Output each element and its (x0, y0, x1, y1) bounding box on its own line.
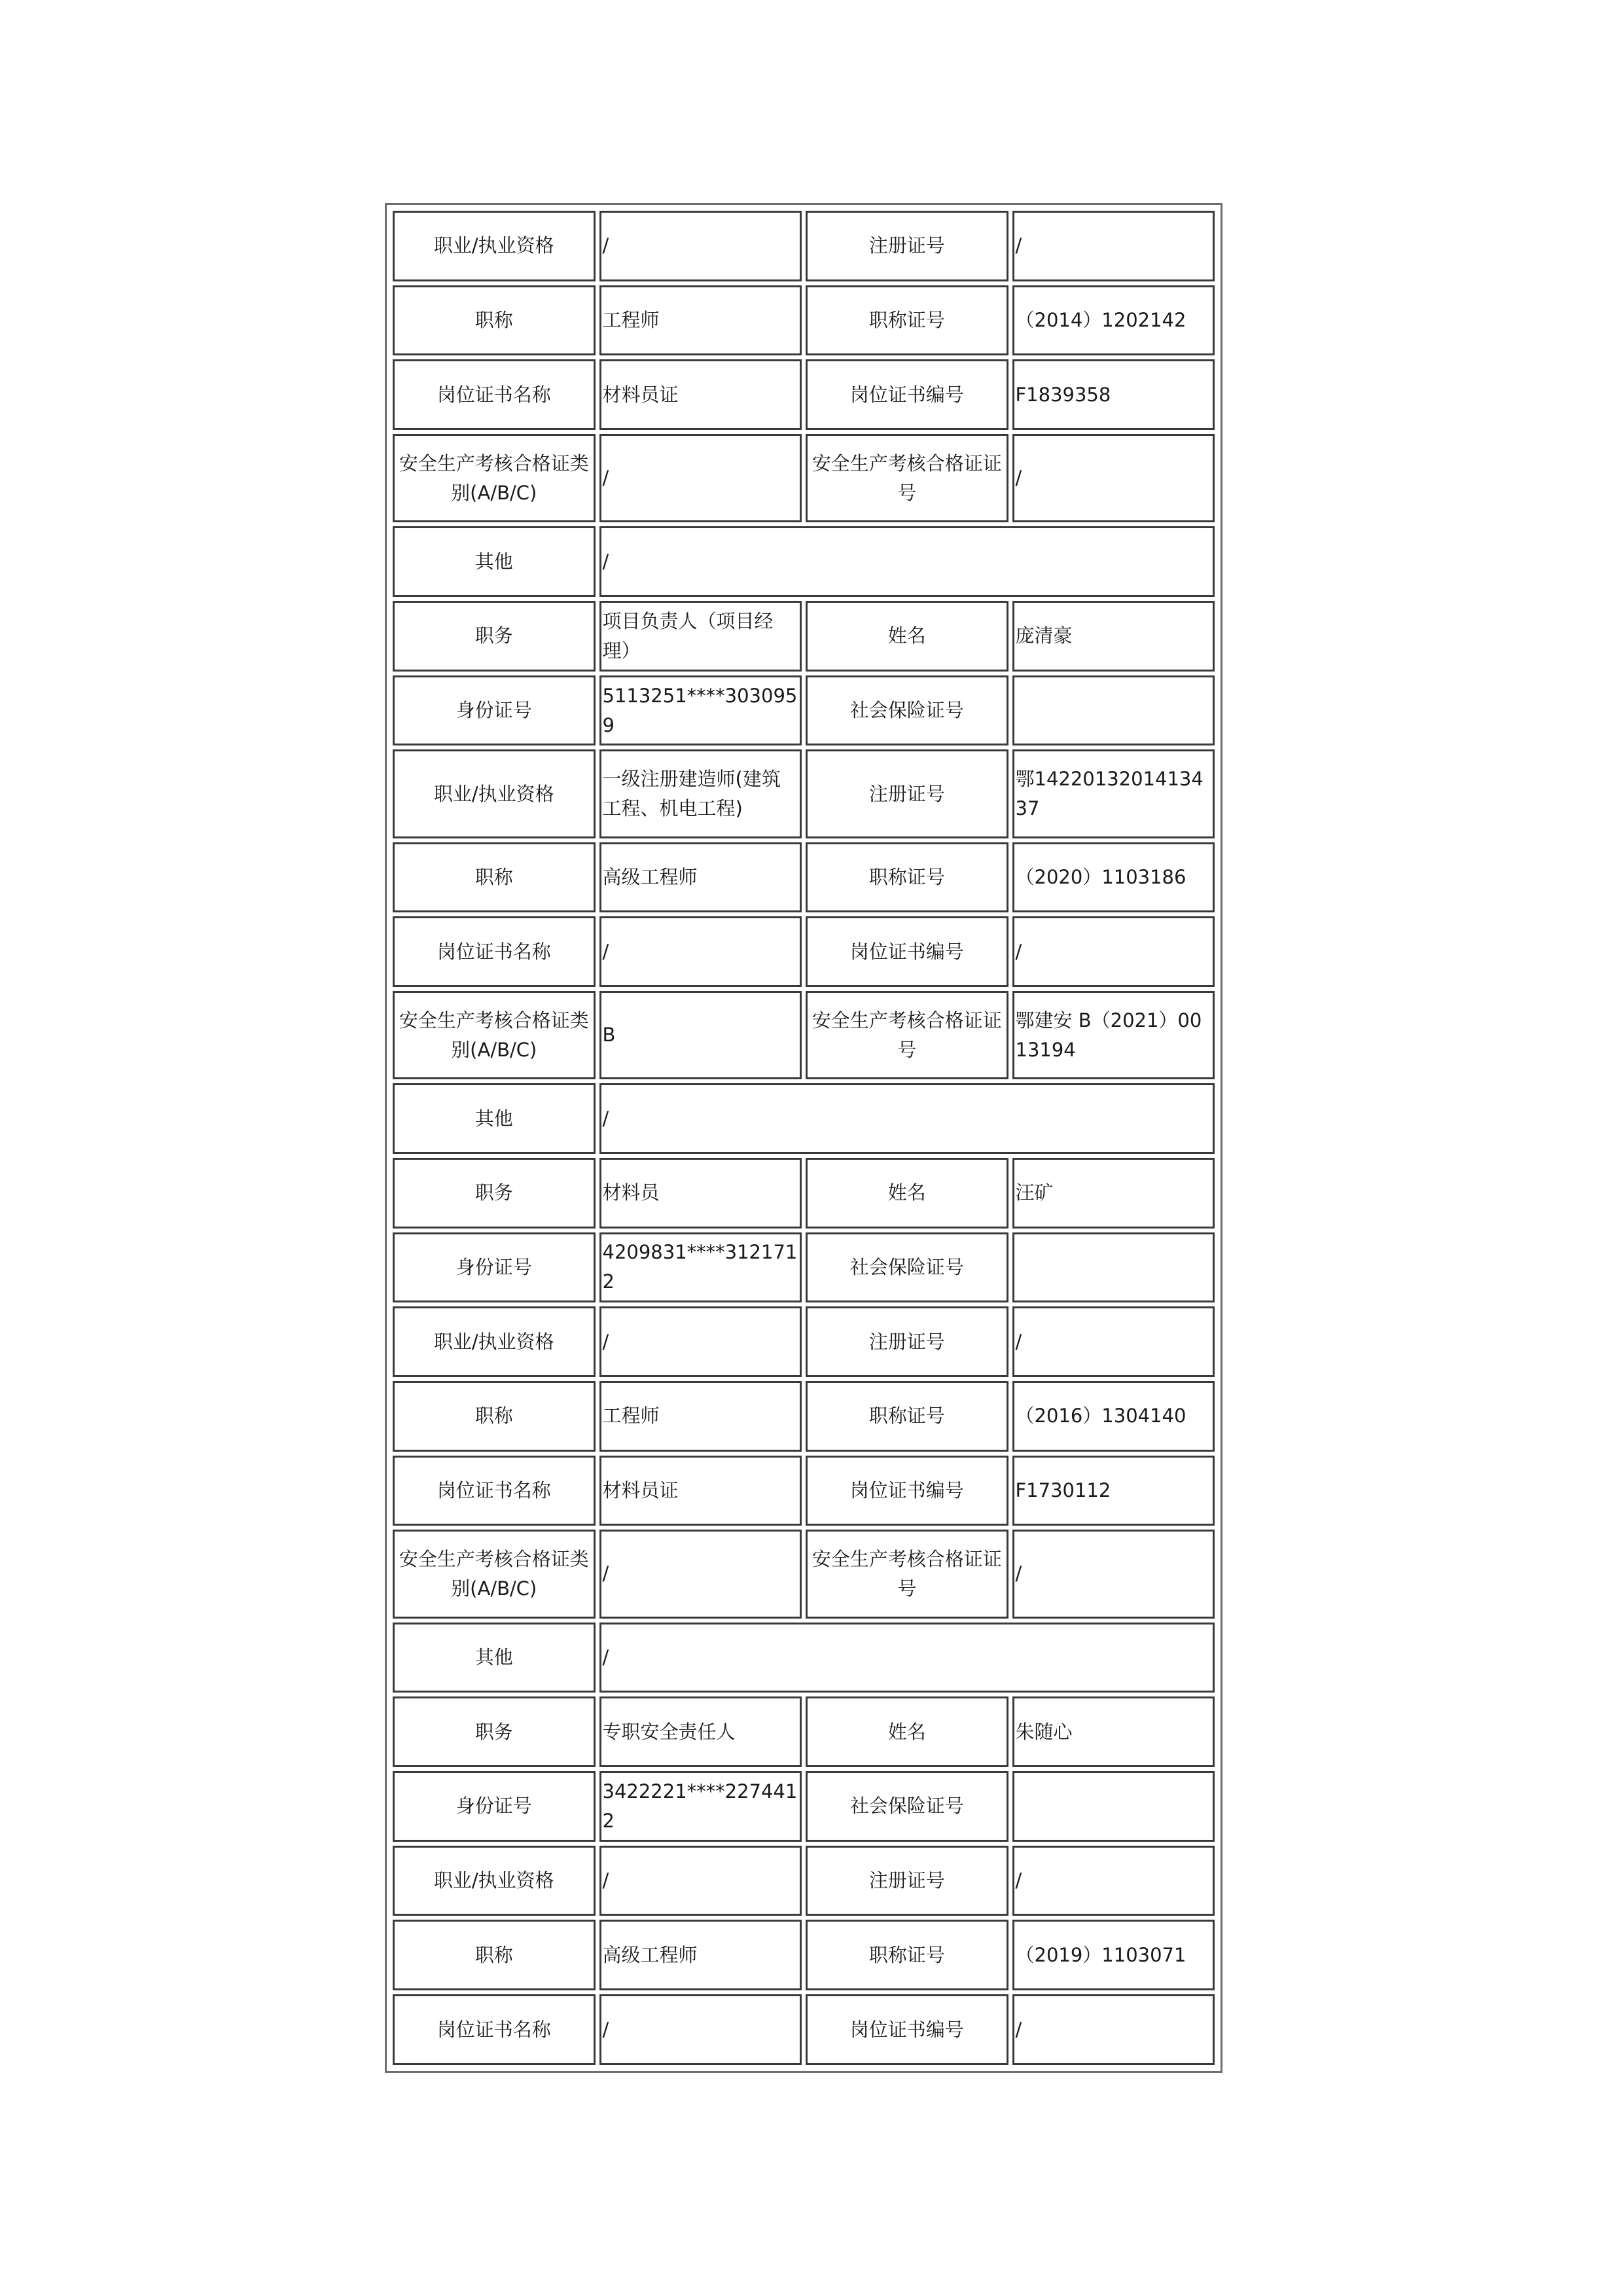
value-cell: / (1012, 434, 1215, 522)
label-cell: 岗位证书编号 (806, 1456, 1008, 1526)
personnel-table-frame (385, 203, 1222, 2073)
value-cell: 高级工程师 (599, 1920, 802, 1990)
value-cell: 一级注册建造师(建筑工程、机电工程) (599, 749, 802, 838)
label-cell: 社会保险证号 (806, 1771, 1008, 1842)
value-cell (1012, 1232, 1215, 1303)
label-cell: 职务 (393, 601, 596, 672)
label-cell: 其他 (393, 1083, 596, 1154)
label-cell: 职称证号 (806, 842, 1008, 913)
label-cell: 岗位证书名称 (393, 916, 596, 987)
value-cell: / (1012, 1306, 1215, 1377)
label-cell: 职务 (393, 1158, 596, 1229)
value-cell: 3422221****2274412 (599, 1771, 802, 1842)
label-cell: 职称证号 (806, 1381, 1008, 1452)
table-row (393, 749, 1215, 838)
label-cell: 安全生产考核合格证证号 (806, 1530, 1008, 1618)
value-cell: 项目负责人（项目经理） (599, 601, 802, 672)
label-cell: 安全生产考核合格证类别(A/B/C) (393, 434, 596, 522)
value-cell: 工程师 (599, 1381, 802, 1452)
label-cell: 安全生产考核合格证类别(A/B/C) (393, 1530, 596, 1618)
value-cell: B (599, 991, 802, 1079)
value-cell: 高级工程师 (599, 842, 802, 913)
value-cell: / (1012, 1530, 1215, 1618)
label-cell: 姓名 (806, 1158, 1008, 1229)
table-row (393, 1456, 1215, 1526)
label-cell: 身份证号 (393, 1771, 596, 1842)
table-row (393, 526, 1215, 597)
label-cell: 岗位证书编号 (806, 1994, 1008, 2065)
value-cell: 5113251****3030959 (599, 675, 802, 746)
label-cell: 职称 (393, 842, 596, 913)
table-row (393, 1920, 1215, 1990)
value-cell: / (599, 434, 802, 522)
label-cell: 职称 (393, 285, 596, 356)
value-cell: / (599, 1623, 1215, 1693)
label-cell: 其他 (393, 526, 596, 597)
value-cell: / (1012, 1994, 1215, 2065)
table-row (393, 1623, 1215, 1693)
label-cell: 岗位证书编号 (806, 359, 1008, 430)
table-row (393, 1696, 1215, 1767)
table-row (393, 285, 1215, 356)
value-cell: 4209831****3121712 (599, 1232, 802, 1303)
table-row (393, 675, 1215, 746)
table-row (393, 1530, 1215, 1618)
value-cell: / (1012, 916, 1215, 987)
label-cell: 岗位证书名称 (393, 1994, 596, 2065)
table-row (393, 1846, 1215, 1916)
value-cell: （2019）1103071 (1012, 1920, 1215, 1990)
label-cell: 职务 (393, 1696, 596, 1767)
value-cell: 材料员证 (599, 1456, 802, 1526)
label-cell: 岗位证书名称 (393, 359, 596, 430)
table-row (393, 211, 1215, 281)
value-cell: 汪矿 (1012, 1158, 1215, 1229)
label-cell: 职称证号 (806, 285, 1008, 356)
table-row (393, 1232, 1215, 1303)
value-cell: / (1012, 211, 1215, 281)
table-row (393, 434, 1215, 522)
value-cell: 工程师 (599, 285, 802, 356)
label-cell: 职称 (393, 1920, 596, 1990)
label-cell: 职业/执业资格 (393, 749, 596, 838)
table-row (393, 359, 1215, 430)
value-cell: 庞清豪 (1012, 601, 1215, 672)
label-cell: 其他 (393, 1623, 596, 1693)
value-cell: F1730112 (1012, 1456, 1215, 1526)
label-cell: 注册证号 (806, 1846, 1008, 1916)
value-cell: F1839358 (1012, 359, 1215, 430)
value-cell: / (1012, 1846, 1215, 1916)
value-cell: （2020）1103186 (1012, 842, 1215, 913)
label-cell: 身份证号 (393, 675, 596, 746)
value-cell: / (599, 916, 802, 987)
value-cell: 鄂1422013201413437 (1012, 749, 1215, 838)
value-cell: / (599, 1306, 802, 1377)
value-cell: 材料员证 (599, 359, 802, 430)
value-cell: / (599, 526, 1215, 597)
table-row (393, 1994, 1215, 2065)
label-cell: 社会保险证号 (806, 1232, 1008, 1303)
table-row (393, 1306, 1215, 1377)
personnel-table (389, 207, 1219, 2069)
label-cell: 安全生产考核合格证类别(A/B/C) (393, 991, 596, 1079)
table-row (393, 1083, 1215, 1154)
label-cell: 姓名 (806, 1696, 1008, 1767)
label-cell: 职称证号 (806, 1920, 1008, 1990)
label-cell: 注册证号 (806, 1306, 1008, 1377)
label-cell: 岗位证书编号 (806, 916, 1008, 987)
value-cell: 朱随心 (1012, 1696, 1215, 1767)
value-cell: / (599, 211, 802, 281)
value-cell: 材料员 (599, 1158, 802, 1229)
label-cell: 职业/执业资格 (393, 1846, 596, 1916)
table-row (393, 1771, 1215, 1842)
value-cell: / (599, 1846, 802, 1916)
table-row (393, 991, 1215, 1079)
table-row (393, 1158, 1215, 1229)
label-cell: 姓名 (806, 601, 1008, 672)
value-cell: / (599, 1530, 802, 1618)
label-cell: 注册证号 (806, 749, 1008, 838)
table-row (393, 601, 1215, 672)
label-cell: 注册证号 (806, 211, 1008, 281)
value-cell: / (599, 1083, 1215, 1154)
value-cell: / (599, 1994, 802, 2065)
label-cell: 安全生产考核合格证证号 (806, 991, 1008, 1079)
value-cell: 鄂建安 B（2021）0013194 (1012, 991, 1215, 1079)
label-cell: 职称 (393, 1381, 596, 1452)
value-cell: （2014）1202142 (1012, 285, 1215, 356)
label-cell: 职业/执业资格 (393, 1306, 596, 1377)
label-cell: 社会保险证号 (806, 675, 1008, 746)
label-cell: 安全生产考核合格证证号 (806, 434, 1008, 522)
value-cell (1012, 1771, 1215, 1842)
value-cell: （2016）1304140 (1012, 1381, 1215, 1452)
label-cell: 岗位证书名称 (393, 1456, 596, 1526)
value-cell (1012, 675, 1215, 746)
table-row (393, 842, 1215, 913)
table-row (393, 1381, 1215, 1452)
value-cell: 专职安全责任人 (599, 1696, 802, 1767)
label-cell: 身份证号 (393, 1232, 596, 1303)
label-cell: 职业/执业资格 (393, 211, 596, 281)
table-row (393, 916, 1215, 987)
